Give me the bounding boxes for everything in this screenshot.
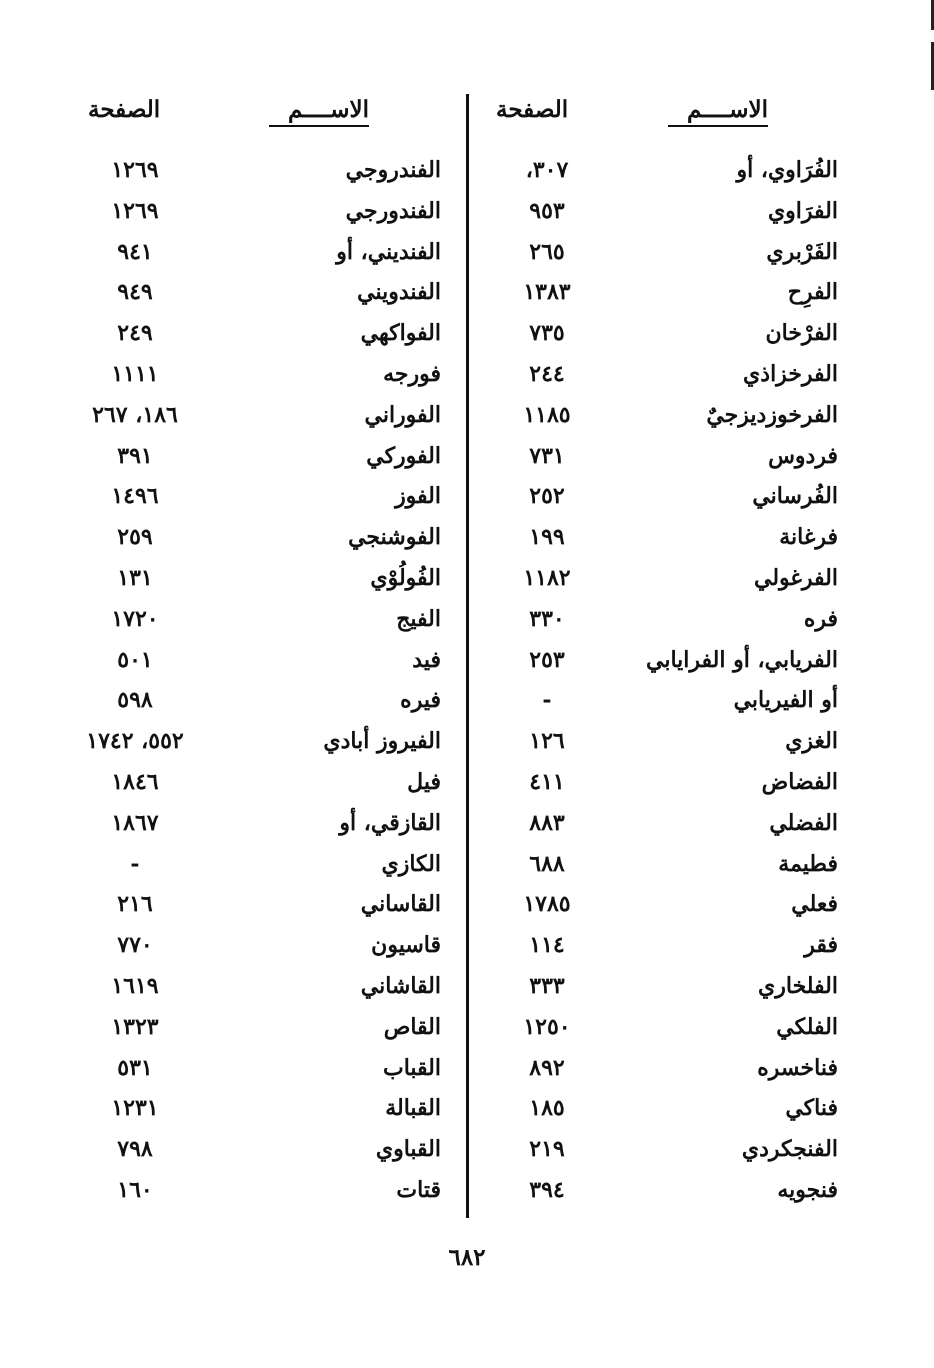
entry-name: فيل xyxy=(407,768,441,795)
entry-name: الكازي xyxy=(381,850,441,877)
index-entry xyxy=(478,193,858,234)
index-entry xyxy=(70,193,455,234)
entry-name: فقر xyxy=(804,932,838,959)
entry-page: ١١١١ xyxy=(111,360,159,387)
entry-page: ١٩٩ xyxy=(529,524,565,551)
entry-name: القباوي xyxy=(375,1136,441,1163)
entry-name: فيد xyxy=(412,646,441,673)
index-entry xyxy=(70,356,455,397)
entry-page: ١٦٠ xyxy=(117,1176,153,1203)
header-name: الاســــم xyxy=(287,96,369,123)
entry-page: ٣٩٤ xyxy=(529,1176,565,1203)
index-entry xyxy=(70,152,455,193)
index-entry xyxy=(70,1090,455,1131)
entry-name: الفنديني، أو xyxy=(336,238,441,265)
index-entry xyxy=(70,682,455,723)
entry-name: الفضاض xyxy=(761,768,838,795)
entry-name: أو الفيريابي xyxy=(733,687,838,714)
column-divider xyxy=(466,94,469,1218)
index-entry xyxy=(70,805,455,846)
entry-name: الفواكهي xyxy=(360,320,441,347)
index-entry xyxy=(478,927,858,968)
entry-page: ١٢٥٠ xyxy=(523,1013,571,1040)
entry-page: ٢٥٣ xyxy=(529,646,565,673)
entry-page: ١٢٦٩ xyxy=(111,157,159,183)
entry-name: فردوس xyxy=(768,442,838,469)
index-entry xyxy=(70,315,455,356)
entry-page: ٢٤٩ xyxy=(117,320,153,347)
entry-page: ٢٥٩ xyxy=(117,524,153,551)
entry-name: الفنجكردي xyxy=(741,1136,838,1163)
index-entry xyxy=(478,723,858,764)
index-rows-right xyxy=(478,152,858,1213)
entry-name: القاساني xyxy=(360,891,441,918)
entry-page: ١٣٢٣ xyxy=(111,1013,159,1040)
entry-name: الفرخزاذي xyxy=(743,360,838,387)
header-underline xyxy=(269,125,369,127)
entry-name: الفضلي xyxy=(769,809,838,836)
entry-page: ٢١٦ xyxy=(117,891,153,918)
entry-name: الفُولُوْي xyxy=(370,564,441,591)
entry-page: ١١٤ xyxy=(529,932,565,959)
index-column-left xyxy=(70,0,455,1220)
entry-name: الفوز xyxy=(395,483,441,510)
entry-page: ٦٨٨ xyxy=(529,850,565,877)
entry-name: الفوركي xyxy=(366,442,441,469)
entry-page: ٩٥٣ xyxy=(529,197,565,224)
entry-page: ٥٩٨ xyxy=(117,687,153,714)
entry-name: فرغانة xyxy=(779,524,838,551)
index-entry xyxy=(478,397,858,438)
entry-name: فره xyxy=(803,605,838,632)
entry-page: ١٨٥ xyxy=(529,1095,565,1122)
index-entry xyxy=(70,764,455,805)
entry-name: القاص xyxy=(383,1013,441,1040)
entry-name: الفرَاوي xyxy=(767,197,838,224)
index-column-right xyxy=(478,0,858,1220)
index-entry xyxy=(70,642,455,683)
index-entry xyxy=(478,1172,858,1213)
entry-name: فيره xyxy=(400,687,441,714)
entry-page: ٧٩٨ xyxy=(117,1136,153,1163)
entry-page: ١٣٨٣ xyxy=(523,279,571,306)
index-entry xyxy=(478,1090,858,1131)
entry-page: - xyxy=(542,687,552,714)
index-entry xyxy=(478,846,858,887)
entry-name: الفلكي xyxy=(776,1013,838,1040)
entry-page: ٣٣٣ xyxy=(529,972,565,999)
entry-name: الفرغولي xyxy=(754,564,838,591)
entry-page: ٢١٩ xyxy=(529,1136,565,1163)
index-entry xyxy=(478,968,858,1009)
index-entry xyxy=(70,560,455,601)
header-page: الصفحة xyxy=(496,96,569,123)
index-rows-left xyxy=(70,152,455,1213)
entry-page: ٨٩٢ xyxy=(529,1054,565,1081)
index-entry xyxy=(70,234,455,275)
entry-page: ٧٧٠ xyxy=(117,932,153,959)
entry-name: فنجويه xyxy=(777,1176,838,1203)
index-entry xyxy=(70,968,455,1009)
entry-name: الفيروز أبادي xyxy=(323,728,441,755)
entry-page: ٤١١ xyxy=(529,768,565,795)
entry-name: فطيمة xyxy=(778,850,838,877)
index-entry xyxy=(478,601,858,642)
entry-name: فناخسره xyxy=(757,1054,838,1081)
index-entry xyxy=(478,152,858,193)
entry-page: ١٧٢٠ xyxy=(111,605,159,632)
index-entry xyxy=(70,397,455,438)
entry-page: ١٨٦، ٢٦٧ xyxy=(92,401,178,428)
entry-name: فورجه xyxy=(383,360,441,387)
index-entry xyxy=(70,886,455,927)
index-entry xyxy=(478,356,858,397)
entry-name: فناكي xyxy=(785,1095,838,1122)
entry-name: القبالة xyxy=(385,1095,441,1122)
entry-page: ١٨٤٦ xyxy=(111,768,159,795)
entry-page: ٧٣١ xyxy=(529,442,565,469)
entry-page: ٢٦٥ xyxy=(529,238,565,265)
entry-name: الفرخوزديزجيٌ xyxy=(706,401,838,428)
entry-page: ٢٤٤ xyxy=(529,360,565,387)
entry-name: القاشاني xyxy=(360,972,441,999)
entry-page: ١٣١ xyxy=(117,564,153,591)
index-entry xyxy=(478,764,858,805)
entry-page: - xyxy=(130,850,140,877)
index-entry xyxy=(70,478,455,519)
entry-page: ٥٥٢، ١٧٤٢ xyxy=(86,728,184,755)
index-entry xyxy=(478,886,858,927)
index-entry xyxy=(478,682,858,723)
entry-page: ١١٨٥ xyxy=(523,401,571,428)
index-entry xyxy=(478,1050,858,1091)
entry-name: القازقي، أو xyxy=(339,809,441,836)
index-entry xyxy=(478,478,858,519)
entry-page: ١٨٦٧ xyxy=(111,809,159,836)
entry-name: الفلخاري xyxy=(758,972,838,999)
entry-page: ٨٨٣ xyxy=(529,809,565,836)
entry-page: ٥٠١ xyxy=(117,646,153,673)
entry-page: ١٢٦٩ xyxy=(111,197,159,224)
entry-page: ١٤٩٦ xyxy=(111,483,159,510)
header-underline xyxy=(668,125,768,127)
entry-name: القباب xyxy=(383,1054,441,1081)
entry-name: الفندويني xyxy=(357,279,441,306)
entry-name: الفريابي، أو الفرايابي xyxy=(645,646,838,673)
header-name: الاســــم xyxy=(686,96,768,123)
index-entry xyxy=(478,234,858,275)
entry-page: ٣٠٧، xyxy=(525,157,569,183)
entry-name: الفرِح xyxy=(787,279,838,306)
index-entry xyxy=(478,1009,858,1050)
index-entry xyxy=(70,438,455,479)
entry-page: ١٧٨٥ xyxy=(523,891,571,918)
entry-page: ٥٣١ xyxy=(117,1054,153,1081)
entry-page: ٣٣٠ xyxy=(529,605,565,632)
index-entry xyxy=(70,1009,455,1050)
index-entry xyxy=(478,274,858,315)
index-entry xyxy=(478,519,858,560)
index-entry xyxy=(70,846,455,887)
index-entry xyxy=(478,1131,858,1172)
index-entry xyxy=(478,438,858,479)
entry-name: الفوراني xyxy=(364,401,441,428)
entry-page: ٢٥٢ xyxy=(529,483,565,510)
entry-name: الفندورجي xyxy=(345,197,441,224)
index-entry xyxy=(478,642,858,683)
index-entry xyxy=(70,1050,455,1091)
entry-page: ١٢٣١ xyxy=(111,1095,159,1122)
entry-page: ١٢٦ xyxy=(529,728,565,755)
index-entry xyxy=(70,1172,455,1213)
entry-name: الفوشنجي xyxy=(348,524,441,551)
index-entry xyxy=(70,601,455,642)
index-entry xyxy=(478,560,858,601)
header-page: الصفحة xyxy=(88,96,161,123)
entry-name: الفيج xyxy=(396,605,441,632)
index-entry xyxy=(478,315,858,356)
entry-name: قتات xyxy=(396,1176,441,1203)
entry-name: الغزي xyxy=(785,728,838,755)
index-entry xyxy=(70,1131,455,1172)
entry-page: ١١٨٢ xyxy=(523,564,571,591)
entry-page: ١٦١٩ xyxy=(111,972,159,999)
entry-name: الفَرْبري xyxy=(766,238,838,265)
entry-page: ٩٤٩ xyxy=(117,279,153,306)
entry-page: ٧٣٥ xyxy=(529,320,565,347)
entry-page: ٩٤١ xyxy=(117,238,153,265)
index-entry xyxy=(478,805,858,846)
entry-name: قاسيون xyxy=(371,932,441,959)
index-entry xyxy=(70,519,455,560)
index-entry xyxy=(70,274,455,315)
entry-name: الفُرساني xyxy=(752,483,838,510)
entry-name: الفرْخان xyxy=(765,320,838,347)
entry-name: الفندروجي xyxy=(345,157,441,183)
index-entry xyxy=(70,723,455,764)
index-entry xyxy=(70,927,455,968)
entry-page: ٣٩١ xyxy=(117,442,153,469)
entry-name: الفُرَاوي، أو xyxy=(736,157,838,183)
page-number: ٦٨٢ xyxy=(448,1244,486,1271)
entry-name: فعلي xyxy=(791,891,838,918)
